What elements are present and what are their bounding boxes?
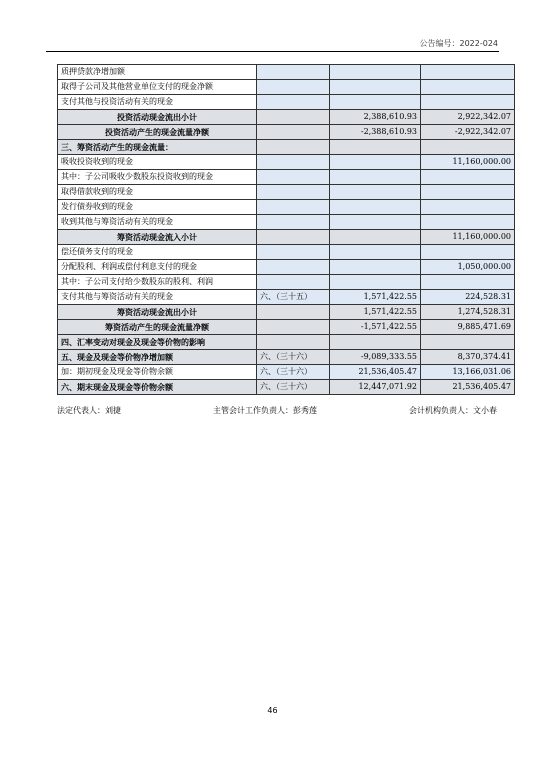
row-note: 六、（三十六） (257, 365, 330, 380)
row-note (257, 65, 330, 80)
row-current-period (330, 185, 421, 200)
row-current-period: -1,571,422.55 (330, 320, 421, 335)
row-note (257, 80, 330, 95)
row-previous-period: 11,160,000.00 (421, 230, 515, 245)
row-note (257, 95, 330, 110)
row-label: 其中：子公司支付给少数股东的股利、利润 (58, 275, 257, 290)
table-row (58, 290, 515, 305)
row-current-period: 21,536,405.47 (330, 365, 421, 380)
table-row (58, 215, 515, 230)
row-current-period: 2,388,610.93 (330, 110, 421, 125)
row-current-period (330, 245, 421, 260)
row-note: 六、（三十五） (257, 290, 330, 305)
table-row (58, 380, 515, 395)
announcement-number: 公告编号：2022-024 (419, 39, 498, 48)
row-label: 四、汇率变动对现金及现金等价物的影响 (58, 335, 257, 350)
row-label: 筹资活动现金流出小计 (58, 305, 257, 320)
table-row (58, 95, 515, 110)
table-row (58, 350, 515, 365)
table-row (58, 140, 515, 155)
cash-flow-table (57, 64, 515, 395)
row-label: 吸收投资收到的现金 (58, 155, 257, 170)
table-row (58, 260, 515, 275)
row-current-period: 1,571,422.55 (330, 290, 421, 305)
table-row (58, 80, 515, 95)
row-previous-period (421, 140, 515, 155)
row-current-period: -2,388,610.93 (330, 125, 421, 140)
page-number: 46 (267, 706, 278, 715)
row-note (257, 140, 330, 155)
row-note (257, 215, 330, 230)
row-previous-period: 1,050,000.00 (421, 260, 515, 275)
table-row (58, 230, 515, 245)
row-label: 五、现金及现金等价物净增加额 (58, 350, 257, 365)
table-row (58, 110, 515, 125)
row-label: 其中：子公司吸收少数股东投资收到的现金 (58, 170, 257, 185)
row-note: 六、（三十六） (257, 350, 330, 365)
legal-representative: 法定代表人：刘捷 (57, 406, 121, 415)
row-previous-period: 8,370,374.41 (421, 350, 515, 365)
row-previous-period: 1,274,528.31 (421, 305, 515, 320)
row-label: 收到其他与筹资活动有关的现金 (58, 215, 257, 230)
row-note (257, 260, 330, 275)
row-label: 投资活动产生的现金流量净额 (58, 125, 257, 140)
table-row (58, 65, 515, 80)
table-row (58, 185, 515, 200)
row-previous-period (421, 170, 515, 185)
row-previous-period: 11,160,000.00 (421, 155, 515, 170)
row-label: 质押贷款净增加额 (58, 65, 257, 80)
row-previous-period (421, 245, 515, 260)
row-previous-period: 2,922,342.07 (421, 110, 515, 125)
row-note (257, 305, 330, 320)
row-current-period (330, 155, 421, 170)
row-previous-period: 13,166,031.06 (421, 365, 515, 380)
row-label: 发行债券收到的现金 (58, 200, 257, 215)
row-note (257, 110, 330, 125)
row-note (257, 125, 330, 140)
row-note (257, 155, 330, 170)
accounting-supervisor: 主管会计工作负责人：彭秀莲 (213, 406, 317, 415)
table-row (58, 125, 515, 140)
row-current-period (330, 260, 421, 275)
row-label: 支付其他与投资活动有关的现金 (58, 95, 257, 110)
row-note (257, 230, 330, 245)
row-note (257, 320, 330, 335)
row-label: 加：期初现金及现金等价物余额 (58, 365, 257, 380)
row-current-period (330, 215, 421, 230)
row-label: 投资活动现金流出小计 (58, 110, 257, 125)
row-previous-period: -2,922,342.07 (421, 125, 515, 140)
row-previous-period (421, 185, 515, 200)
table-row (58, 245, 515, 260)
row-current-period (330, 65, 421, 80)
row-previous-period: 224,528.31 (421, 290, 515, 305)
row-label: 偿还债务支付的现金 (58, 245, 257, 260)
table-row (58, 365, 515, 380)
row-note (257, 245, 330, 260)
row-current-period (330, 275, 421, 290)
row-current-period (330, 140, 421, 155)
row-label: 三、筹资活动产生的现金流量： (58, 140, 257, 155)
row-note (257, 335, 330, 350)
row-current-period (330, 200, 421, 215)
row-label: 分配股利、利润或偿付利息支付的现金 (58, 260, 257, 275)
signature-block (57, 405, 497, 416)
table-row (58, 305, 515, 320)
table-row (58, 320, 515, 335)
row-current-period: -9,089,333.55 (330, 350, 421, 365)
row-previous-period (421, 215, 515, 230)
row-current-period (330, 170, 421, 185)
row-previous-period: 21,536,405.47 (421, 380, 515, 395)
row-previous-period (421, 335, 515, 350)
row-label: 筹资活动现金流入小计 (58, 230, 257, 245)
header-divider (46, 51, 499, 52)
table-row (58, 155, 515, 170)
row-label: 取得子公司及其他营业单位支付的现金净额 (58, 80, 257, 95)
row-previous-period (421, 80, 515, 95)
table-row (58, 200, 515, 215)
row-note (257, 170, 330, 185)
row-previous-period (421, 95, 515, 110)
table-row (58, 335, 515, 350)
row-current-period: 1,571,422.55 (330, 305, 421, 320)
table-row (58, 275, 515, 290)
row-label: 六、期末现金及现金等价物余额 (58, 380, 257, 395)
row-note (257, 185, 330, 200)
row-current-period (330, 230, 421, 245)
row-previous-period (421, 65, 515, 80)
row-label: 支付其他与筹资活动有关的现金 (58, 290, 257, 305)
row-note (257, 275, 330, 290)
table-row (58, 170, 515, 185)
row-note (257, 200, 330, 215)
accounting-department-head: 会计机构负责人：文小春 (409, 406, 497, 415)
row-label: 取得借款收到的现金 (58, 185, 257, 200)
row-note: 六、（三十六） (257, 380, 330, 395)
row-current-period: 12,447,071.92 (330, 380, 421, 395)
row-current-period (330, 335, 421, 350)
row-label: 筹资活动产生的现金流量净额 (58, 320, 257, 335)
row-previous-period: 9,885,471.69 (421, 320, 515, 335)
cash-flow-table-body (58, 65, 515, 395)
row-current-period (330, 80, 421, 95)
row-previous-period (421, 200, 515, 215)
row-current-period (330, 95, 421, 110)
row-previous-period (421, 275, 515, 290)
